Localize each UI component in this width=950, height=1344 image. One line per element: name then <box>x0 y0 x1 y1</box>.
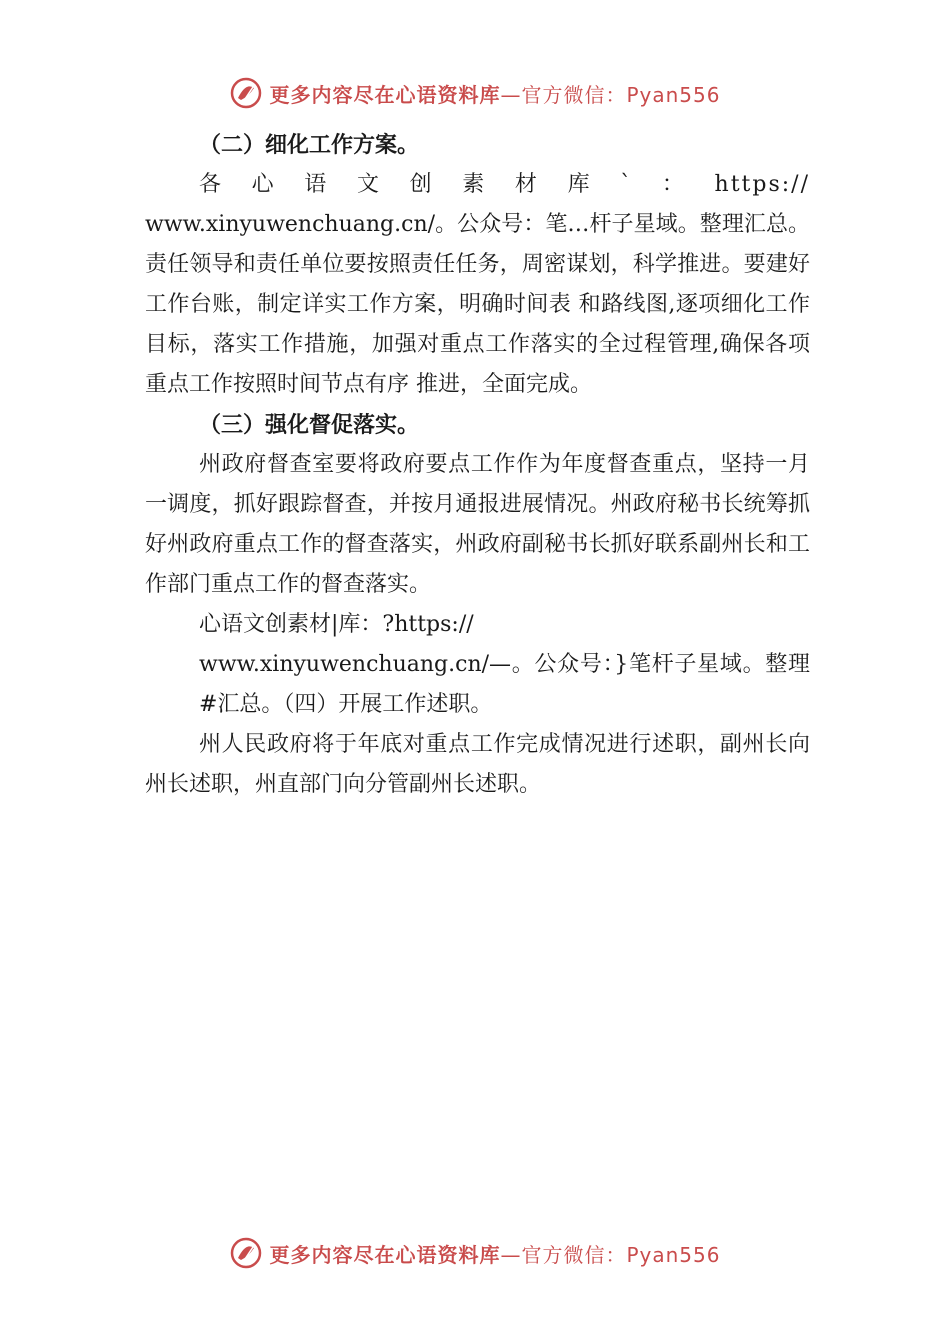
paragraph-3-body: www.xinyuwenchuang.cn/—。公众号：}笔杆子星域。整理#汇总。（四）开展工作述职。 <box>199 652 810 717</box>
paragraph-2: 州政府督查室要将政府要点工作作为年度督查重点，坚持一月一调度，抓好跟踪督查，并按月通报进展情况。州政府秘书长统筹抓好州政府重点工作的督查落实，州政府副秘书长抓好联系副州长和工作部门重点工作的督查落实。 <box>145 452 810 597</box>
section-heading-2: （二）细化工作方案。 <box>199 132 420 158</box>
paragraph-3-line-1: 心语文创素材|库：?https:// <box>199 612 474 637</box>
watermark-brand: 更多内容尽在心语资料库 <box>269 1242 501 1267</box>
section-heading-3: （三）强化督促落实。 <box>199 412 420 438</box>
brand-logo-icon <box>229 1236 263 1270</box>
watermark-contact: —官方微信：Pyan556 <box>500 82 721 107</box>
paragraph-1-line-1: 各心语文创素材库`：https:// <box>199 172 810 197</box>
watermark-brand: 更多内容尽在心语资料库 <box>269 82 501 107</box>
paragraph-4: 州人民政府将于年底对重点工作完成情况进行述职，副州长向州长述职，州直部门向分管副州长述职。 <box>145 732 810 797</box>
brand-logo-icon <box>229 76 263 110</box>
paragraph-1-body: www.xinyuwenchuang.cn/。公众号：笔…杆子星域。整理汇总。责任领导和责任单位要按照责任任务，周密谋划，科学推进。要建好工作台账，制定详实工作方案，明确时间表 和路线图,逐项细化工作目标，落实工作措施，加强对重点工作落实的全过程管理,确保各项重点工作按照时间节点有序 推进，全面完成。 <box>145 212 810 397</box>
document-body <box>145 125 810 805</box>
footer-watermark <box>0 1236 950 1270</box>
header-watermark <box>0 76 950 110</box>
watermark-contact: —官方微信：Pyan556 <box>500 1242 721 1267</box>
